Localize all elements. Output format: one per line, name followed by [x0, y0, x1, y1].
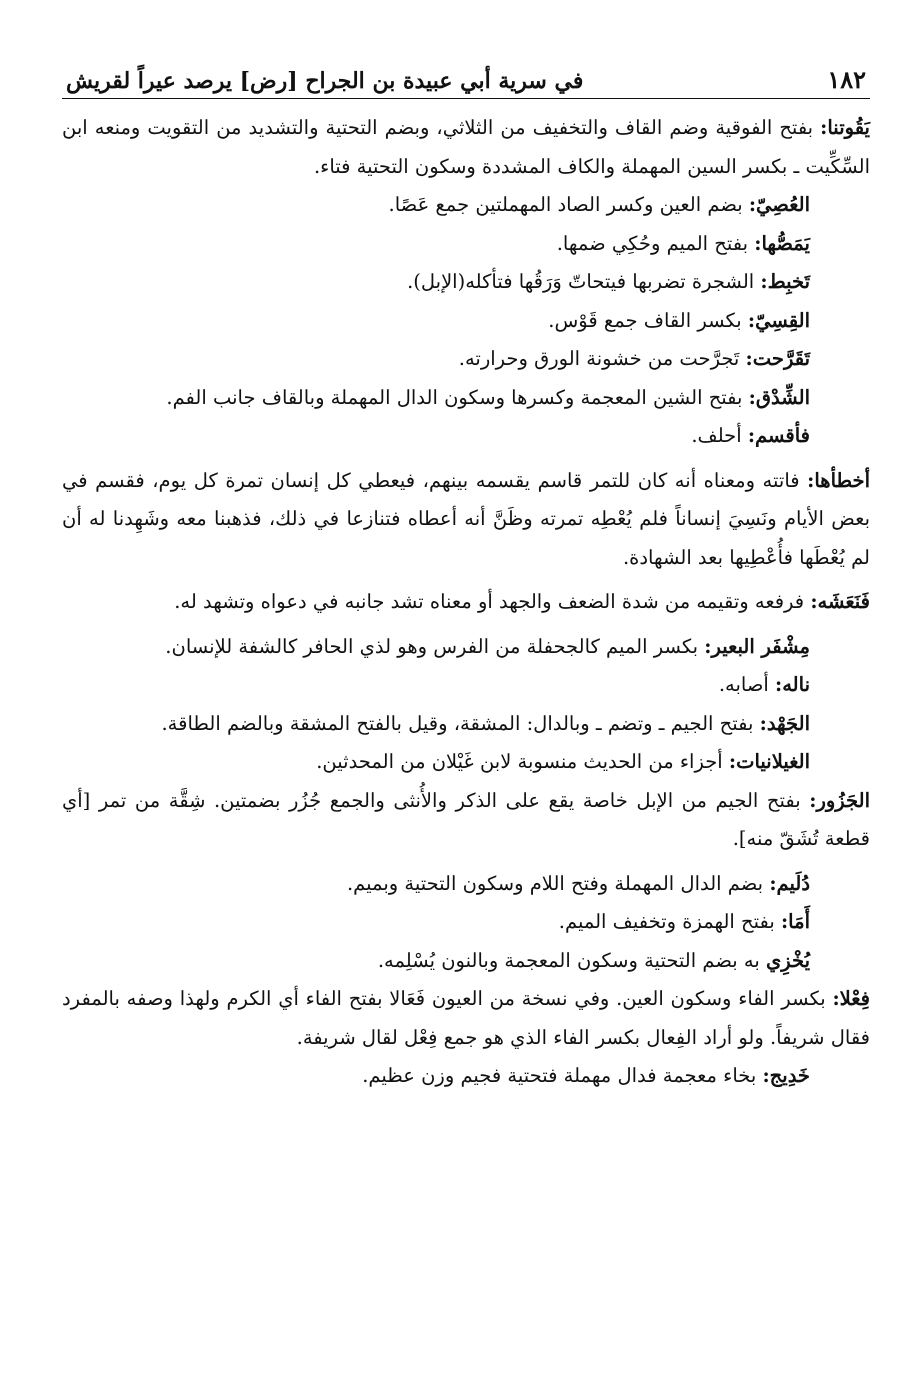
- page-number: ١٨٢: [827, 65, 866, 94]
- entry-definition: أصابه.: [718, 673, 776, 696]
- glossary-entry: [62, 628, 870, 667]
- entry-term: مِشْفَر البعير:: [704, 634, 810, 658]
- entry-term: فِعْلا:: [832, 987, 870, 1010]
- entry-definition: بفتح الفوقية وضم القاف والتخفيف من الثلاثي، وبضم التحتية والتشديد من التقويت ومنعه ابن السِّكِّيت ـ بكسر السين المهملة والكاف المشددة وسكون التحتية فتاء.: [62, 116, 870, 178]
- entry-definition: بفتح الجيم من الإبل خاصة يقع على الذكر والأُنثى والجمع جُزُر بضمتين. شِقَّة من تمر [أي قطعة تُشَقّ منه].: [62, 788, 870, 850]
- entry-definition: تَجرَّحت من خشونة الورق وحرارته.: [458, 347, 746, 370]
- glossary-entry: [62, 417, 870, 456]
- entry-term: ناله:: [775, 673, 810, 696]
- entry-term: خَدِيج:: [762, 1064, 810, 1087]
- glossary-entry: [62, 903, 870, 942]
- glossary-entry: [62, 865, 870, 904]
- entry-definition: أحلف.: [691, 424, 748, 447]
- running-title: في سرية أبي عبيدة بن الجراح [رض] يرصد عيراً لقريش: [66, 68, 584, 94]
- entry-definition: بفتح الشين المعجمة وكسرها وسكون الدال المهملة وبالقاف جانب الفم.: [166, 385, 749, 409]
- glossary-entry: [62, 302, 870, 341]
- entry-term: الغيلانيات:: [728, 750, 810, 773]
- glossary-entry: [62, 942, 870, 981]
- entry-term: تَقَرَّحت:: [745, 347, 810, 370]
- entry-term: دُلَيم:: [769, 871, 810, 895]
- entry-term: الجَزُور:: [809, 788, 870, 812]
- entry-definition: فاتته ومعناه أنه كان للتمر قاسم يقسمه بينهم، فيعطي كل إنسان تمرة كل يوم، فقسم في بعض الأيام ونَسِيَ إنساناً فلم يُعْطِه تمرته وظَنَّ أنه أعطاه فتنازعا في ذلك، فذهبنا معه وشَهِدنا له أن لم يُعْطَها فأُعْطِيها بعد الشهادة.: [62, 468, 870, 569]
- entry-definition: بفتح الميم وحُكِي ضمها.: [556, 231, 755, 255]
- entry-term: العُصِيّ:: [748, 193, 810, 216]
- book-page: [62, 52, 870, 1096]
- glossary-entry: [62, 225, 870, 264]
- entry-definition: أجزاء من الحديث منسوبة لابن غَيْلان من المحدثين.: [316, 750, 729, 773]
- glossary-entry: [62, 379, 870, 418]
- entry-definition: بكسر الفاء وسكون العين. وفي نسخة من العيون فَعَالا بفتح الفاء أي الكرم ولهذا وصفه بالمفرد فقال شريفاً. ولو أراد الفِعال بكسر الفاء الذي هو جمع فِعْل لقال شريفة.: [62, 987, 870, 1049]
- glossary-entry: [62, 109, 870, 186]
- running-header: [62, 52, 870, 99]
- entry-term: الجَهْد:: [759, 711, 810, 735]
- glossary-entry: [62, 583, 870, 622]
- entry-term: يَقُوتنا:: [820, 116, 870, 139]
- entry-definition: بكسر القاف جمع قَوْس.: [548, 308, 748, 332]
- entry-term: يَمَصُّها:: [754, 231, 810, 255]
- entry-definition: بخاء معجمة فدال مهملة فتحتية فجيم وزن عظيم.: [362, 1064, 763, 1087]
- entry-definition: بضم الدال المهملة وفتح اللام وسكون التحتية وبميم.: [346, 871, 770, 895]
- entry-definition: به بضم التحتية وسكون المعجمة وبالنون يُسْلِمه.: [377, 948, 766, 972]
- glossary-entry: [62, 186, 870, 225]
- entry-definition: فرفعه وتقيمه من شدة الضعف والجهد أو معناه تشد جانبه في دعواه وتشهد له.: [174, 590, 811, 613]
- glossary-entry: [62, 1057, 870, 1096]
- entry-term: فأقسم:: [747, 424, 810, 447]
- glossary-entry: [62, 462, 870, 578]
- glossary-entry: [62, 263, 870, 302]
- entry-definition: بفتح الهمزة وتخفيف الميم.: [558, 910, 781, 933]
- entry-definition: بكسر الميم كالجحفلة من الفرس وهو لذي الحافر كالشفة للإنسان.: [165, 634, 705, 658]
- glossary-entry: [62, 743, 870, 782]
- entry-term: تَخبِط:: [760, 270, 810, 293]
- entry-definition: بضم العين وكسر الصاد المهملتين جمع عَصًا.: [388, 193, 749, 216]
- glossary-body: [62, 109, 870, 1096]
- entry-definition: بفتح الجيم ـ وتضم ـ وبالدال: المشقة، وقيل بالفتح المشقة وبالضم الطاقة.: [161, 711, 760, 735]
- glossary-entry: [62, 340, 870, 379]
- glossary-entry: [62, 666, 870, 705]
- glossary-entry: [62, 980, 870, 1057]
- glossary-entry: [62, 705, 870, 744]
- entry-term: يُخْزِي: [765, 948, 810, 972]
- entry-term: فَنَعَشَه:: [810, 590, 870, 613]
- entry-definition: الشجرة تضربها فيتحاتّ وَرَقُها فتأكله(الإبل).: [407, 270, 761, 293]
- entry-term: الشِّدْق:: [748, 385, 810, 409]
- entry-term: أَمَا:: [780, 910, 810, 933]
- entry-term: القِسِيّ:: [747, 308, 810, 332]
- entry-term: أخطأها:: [807, 468, 870, 492]
- glossary-entry: [62, 782, 870, 859]
